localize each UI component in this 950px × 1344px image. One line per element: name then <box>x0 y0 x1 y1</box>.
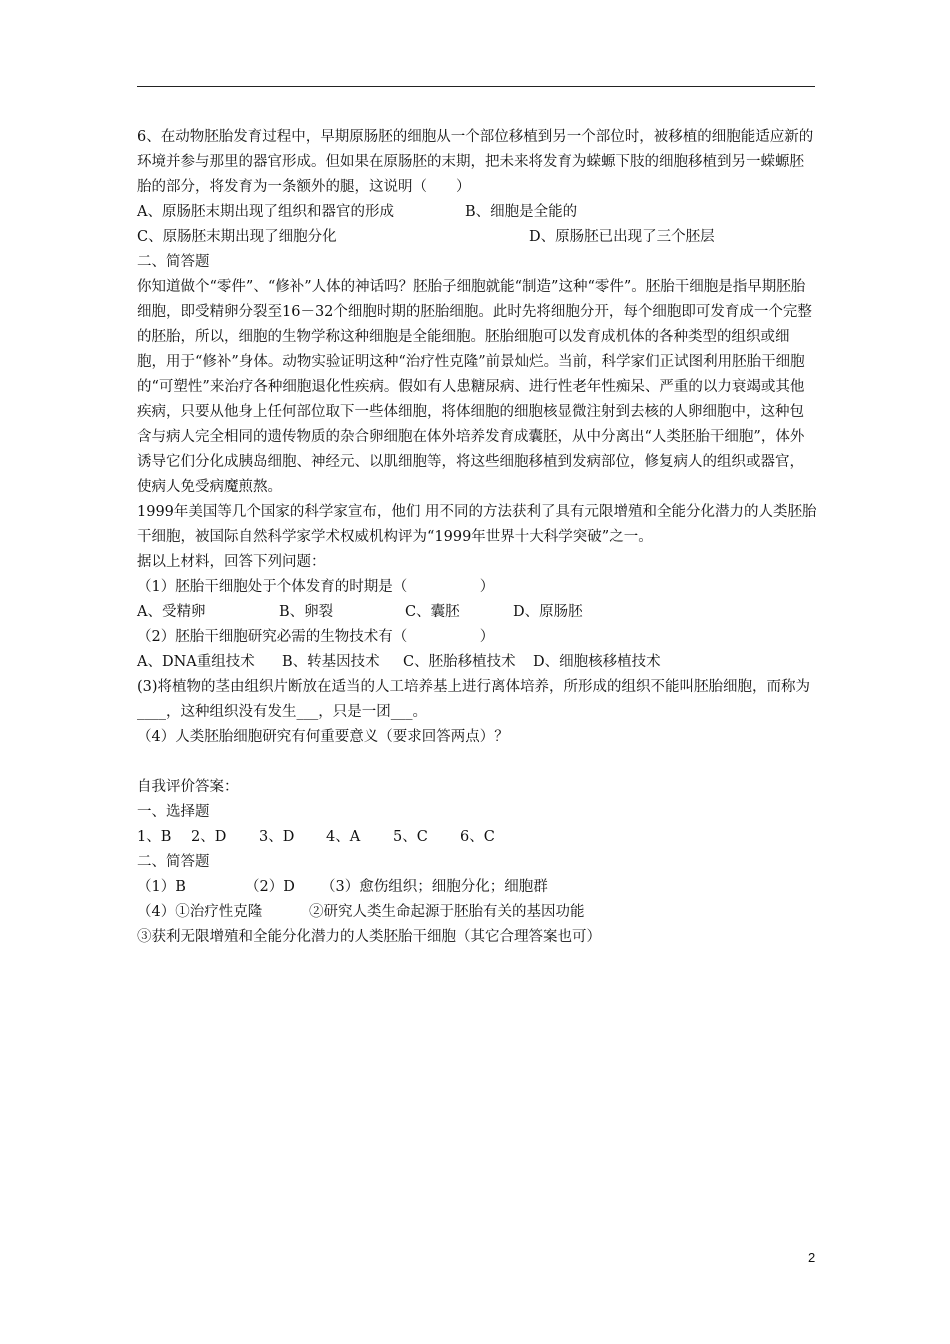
mc-answer: 2、D <box>191 829 227 845</box>
answer-4-part-1: （4）①治疗性克隆 <box>137 904 263 920</box>
sub4-question: （4）人类胚胎细胞研究有何重要意义（要求回答两点）？ <box>137 729 509 745</box>
q6-option-d: D、原肠胚已出现了三个胚层 <box>529 229 715 245</box>
answers-section2: 二、简答题 <box>137 854 210 870</box>
q6-options-row-1 <box>137 200 817 225</box>
answers-section1: 一、选择题 <box>137 804 210 820</box>
answer-4-part-2: ②研究人类生命起源于胚胎有关的基因功能 <box>309 904 585 920</box>
sub1-option-b: B、卵裂 <box>279 604 334 620</box>
answer-4-part-3: ③获利无限增殖和全能分化潜力的人类胚胎干细胞（其它合理答案也可） <box>137 929 601 945</box>
sub2-option-b: B、转基因技术 <box>282 654 380 670</box>
spacer <box>137 750 817 775</box>
sub1-options <box>137 600 817 625</box>
mc-answer: 4、A <box>326 829 361 845</box>
passage-prompt: 据以上材料，回答下列问题： <box>137 554 326 570</box>
mc-answer: 6、C <box>460 829 495 845</box>
mc-answer: 1、B <box>137 829 172 845</box>
sub1-option-c: C、囊胚 <box>405 604 460 620</box>
passage-paragraph-2: 1999年美国等几个国家的科学家宣布，他们 用不同的方法获利了具有元限增殖和全能分化潜力的人类胚胎干细胞，被国际自然科学家学术权威机构评为“1999年世界十大科学突破”之一。 <box>137 504 817 545</box>
header-rule <box>137 86 815 87</box>
mc-answer: 5、C <box>393 829 428 845</box>
answer-1: （1）B <box>137 879 186 895</box>
answer-2: （2）D <box>245 879 295 895</box>
q6-option-a: A、原肠胚末期出现了组织和器官的形成 <box>137 204 394 220</box>
sub2-option-d: D、细胞核移植技术 <box>533 654 661 670</box>
mc-answer: 3、D <box>259 829 295 845</box>
q6-option-b: B、细胞是全能的 <box>465 204 578 220</box>
sub2-option-c: C、胚胎移植技术 <box>403 654 516 670</box>
sub2-stem: （2）胚胎干细胞研究必需的生物技术有（ ） <box>137 629 495 645</box>
short-answers-row-2 <box>137 900 817 925</box>
answers-heading: 自我评价答案： <box>137 779 239 795</box>
q6-options-row-2 <box>137 225 817 250</box>
q6-stem: 6、在动物胚胎发育过程中，早期原肠胚的细胞从一个部位移植到另一个部位时，被移植的细胞能适应新的环境并参与那里的器官形成。但如果在原肠胚的末期，把未来将发育为蝾螈下肢的细胞移植到另一蝾螈胚胎的部分，将发育为一条额外的腿，这说明（ ） <box>137 129 814 195</box>
passage-paragraph-1: 你知道做个“零件”、“修补”人体的神话吗？胚胎子细胞就能“制造”这种“零件”。胚胎干细胞是指早期胚胎细胞，即受精卵分裂至16－32个细胞时期的胚胎细胞。此时先将细胞分开，每个细胞即可发育成一个完整的胚胎，所以，细胞的生物学称这种细胞是全能细胞。胚胎细胞可以发育成机体的各种类型的组织或细胞，用于“修补”身体。动物实验证明这种“治疗性克隆”前景灿烂。当前，科学家们正试图利用胚胎干细胞的“可塑性”来治疗各种细胞退化性疾病。假如有人患糖尿病、进行性老年性痴呆、严重的以力衰竭或其他疾病，只要从他身上任何部位取下一些体细胞，将体细胞的细胞核显微注射到去核的人卵细胞中，这种包含与病人完全相同的遗传物质的杂合卵细胞在体外培养发育成囊胚，从中分离出“人类胚胎干细胞”，体外诱导它们分化成胰岛细胞、神经元、以肌细胞等，将这些细胞移植到发病部位，修复病人的组织或器官，使病人免受病魔煎熬。 <box>137 279 812 495</box>
document-body <box>137 125 817 950</box>
section2-heading: 二、简答题 <box>137 254 210 270</box>
sub1-option-a: A、受精卵 <box>137 604 206 620</box>
sub1-option-d: D、原肠胚 <box>513 604 583 620</box>
answer-3: （3）愈伤组织；细胞分化；细胞群 <box>321 879 548 895</box>
q6-option-c: C、原肠胚末期出现了细胞分化 <box>137 229 337 245</box>
sub2-options <box>137 650 817 675</box>
short-answers-row-1 <box>137 875 817 900</box>
page-number: 2 <box>808 1250 816 1265</box>
sub2-option-a: A、DNA重组技术 <box>137 654 255 670</box>
sub1-stem: （1）胚胎干细胞处于个体发育的时期是（ ） <box>137 579 495 595</box>
sub3-question: (3)将植物的茎由组织片断放在适当的人工培养基上进行离体培养，所形成的组织不能叫胚胎细胞，而称为____，这种组织没有发生___，只是一团___。 <box>137 679 811 720</box>
mc-answers <box>137 825 817 850</box>
